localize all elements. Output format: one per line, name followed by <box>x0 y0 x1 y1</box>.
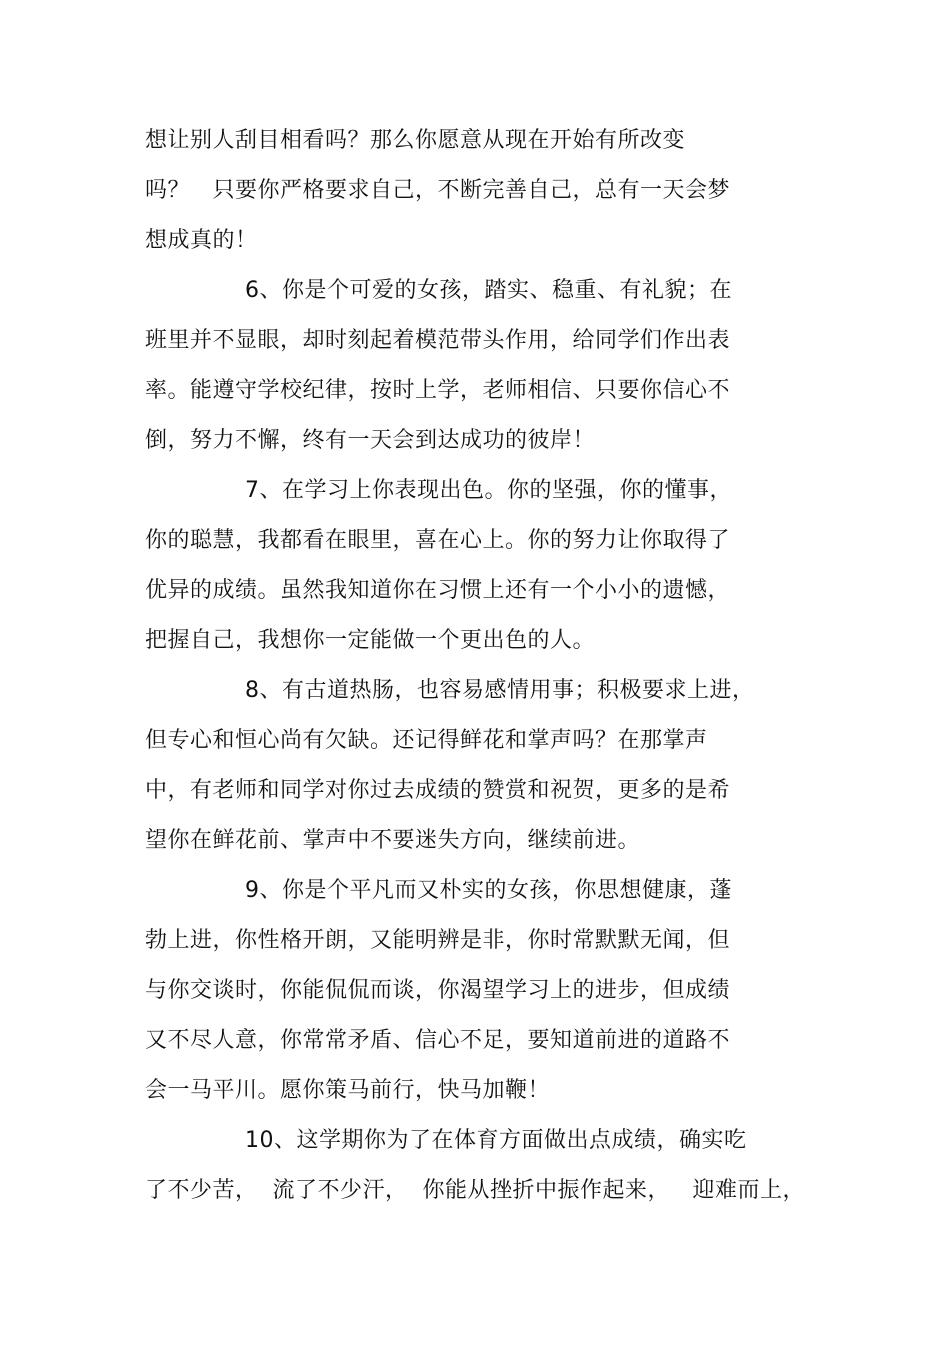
text-line: 但专心和恒心尚有欠缺。还记得鲜花和掌声吗？在那掌声 <box>145 728 708 753</box>
text-line: 与你交谈时，你能侃侃而谈，你渴望学习上的进步，但成绩 <box>145 978 731 1003</box>
text-line: 优异的成绩。虽然我知道你在习惯上还有一个小小的遗憾， <box>145 578 731 603</box>
text-line: 想让别人刮目相看吗？那么你愿意从现在开始有所改变 <box>145 128 686 153</box>
text-line: 班里并不显眼，却时刻起着模范带头作用，给同学们作出表 <box>145 328 731 353</box>
paragraph-9-first-line: 9、你是个平凡而又朴实的女孩，你思想健康，蓬 <box>245 878 732 903</box>
paragraph-10-first-line: 10、这学期你为了在体育方面做出点成绩，确实吃 <box>245 1128 747 1153</box>
text-line: 你的聪慧，我都看在眼里，喜在心上。你的努力让你取得了 <box>145 528 731 553</box>
text-line: 又不尽人意，你常常矛盾、信心不足，要知道前进的道路不 <box>145 1028 731 1053</box>
text-line: 中，有老师和同学对你过去成绩的赞赏和祝贺，更多的是希 <box>145 778 731 803</box>
text-line: 吗？ 只要你严格要求自己，不断完善自己，总有一天会梦 <box>145 178 730 203</box>
text-line: 了不少苦， 流了不少汗， 你能从挫折中振作起来， 迎难而上， <box>145 1178 805 1203</box>
text-line: 把握自己，我想你一定能做一个更出色的人。 <box>145 628 596 653</box>
text-line: 率。能遵守学校纪律，按时上学，老师相信、只要你信心不 <box>145 378 731 403</box>
text-line: 勃上进，你性格开朗，又能明辨是非，你时常默默无闻，但 <box>145 928 731 953</box>
paragraph-6-first-line: 6、你是个可爱的女孩，踏实、稳重、有礼貌；在 <box>245 278 732 303</box>
text-line: 会一马平川。愿你策马前行，快马加鞭！ <box>145 1078 551 1103</box>
text-line: 望你在鲜花前、掌声中不要迷失方向，继续前进。 <box>145 828 641 853</box>
paragraph-7-first-line: 7、在学习上你表现出色。你的坚强，你的懂事， <box>245 478 732 503</box>
text-line: 想成真的！ <box>145 228 258 253</box>
text-line: 倒，努力不懈，终有一天会到达成功的彼岸！ <box>145 428 596 453</box>
paragraph-8-first-line: 8、有古道热肠，也容易感情用事；积极要求上进， <box>245 678 755 703</box>
